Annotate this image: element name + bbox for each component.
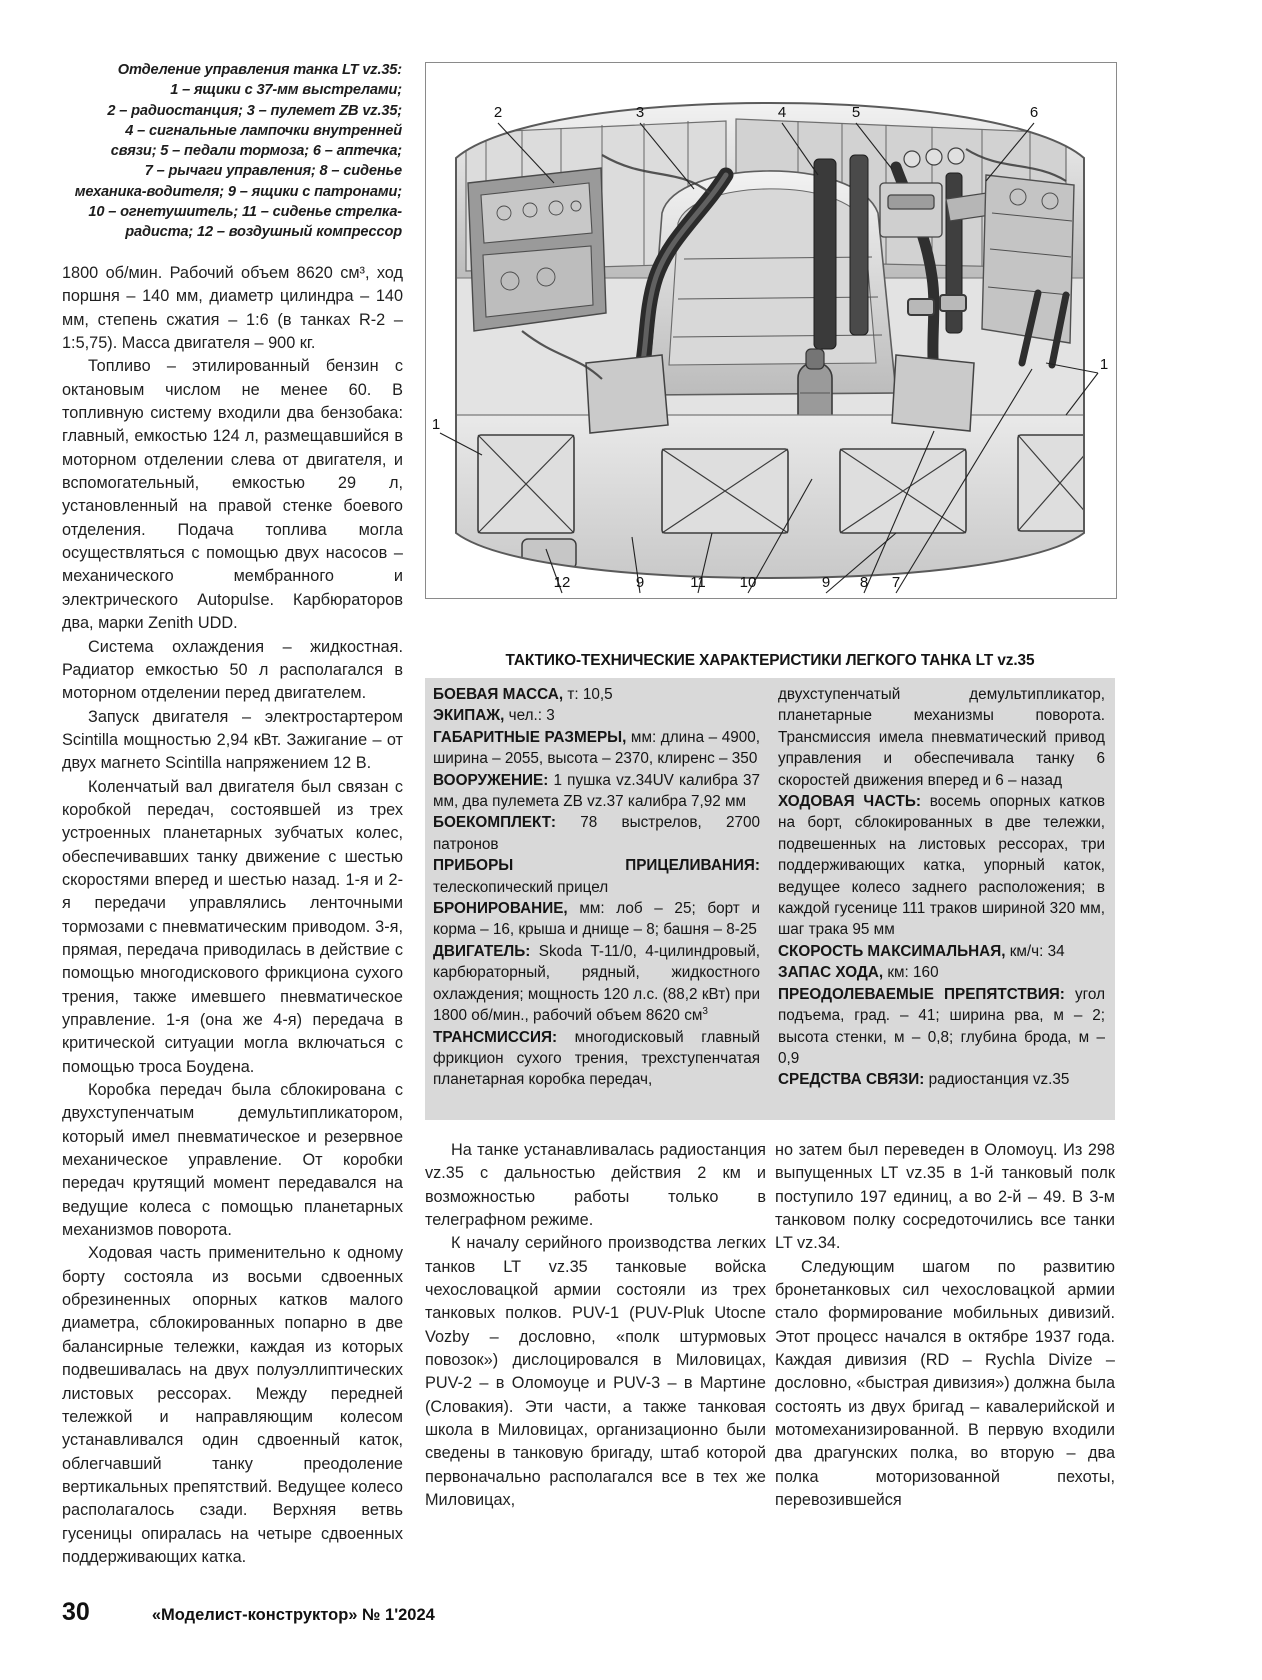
- journal-title: «Моделист-конструктор» № 1'2024: [151, 1606, 435, 1624]
- svg-text:1: 1: [1099, 356, 1109, 373]
- spec-entry: [778, 984, 1105, 1070]
- spec-label: БРОНИРОВАНИЕ,: [433, 900, 568, 918]
- spec-entry: [778, 791, 1105, 941]
- spec-value: чел.: 3: [504, 707, 555, 725]
- spec-entry: [778, 1069, 1105, 1090]
- spec-value: двухступенчатый демультипликатор, планетарные механизмы поворота. Трансмиссия имела пневматический привод управления и обеспечивала танку 6 скоростей движения вперед и 6 – назад: [778, 686, 1105, 789]
- svg-text:7: 7: [891, 574, 901, 591]
- spec-label: ДВИГАТЕЛЬ:: [433, 942, 531, 960]
- spec-label: ПРЕОДОЛЕВАЕМЫЕ ПРЕПЯТСТВИЯ:: [778, 985, 1065, 1003]
- figure-caption-line: 4 – сигнальные лампочки внутренней: [125, 122, 402, 139]
- spec-value: угол подъема, град. – 41; ширина рва, м – 2; высота стенки, м – 0,8; глубина брода, м – 0,9: [778, 985, 1105, 1067]
- svg-text:9: 9: [821, 574, 831, 591]
- svg-text:2: 2: [493, 104, 503, 121]
- spec-entry: [433, 1027, 760, 1091]
- svg-text:6: 6: [1029, 104, 1039, 121]
- spec-value: многодисковый главный фрикцион сухого трения, трехступенчатая планетарная коробка передач,: [433, 1028, 760, 1089]
- figure-caption-line: 10 – огнетушитель; 11 – сиденье стрелка-: [88, 204, 402, 221]
- page-footer: [62, 1598, 1115, 1627]
- figure-caption-line: 2 – радиостанция; 3 – пулемет ZB vz.35;: [107, 102, 402, 119]
- spec-entry: [433, 770, 760, 813]
- tank-interior-figure: [425, 62, 1117, 599]
- body-paragraph: Ходовая часть применительно к одному борту состояла из восьми сдвоенных обрезиненных опорных катков малого диаметра, сблокированных попарно в две балансирные тележки, каждая из которых подвешивалась на двух полуэллиптических листовых рессорах. Между передней тележкой и направляющим колесом устанавливался один сдвоенный каток, облегчавший танку преодоление вертикальных препятствий. Ведущее колесо располагалось сзади. Верхняя ветвь гусеницы опиралась на четыре сдвоенных поддерживающих катка.: [62, 1244, 403, 1566]
- spec-value: т: 10,5: [563, 686, 613, 703]
- spec-value: телескопический прицел: [433, 878, 609, 896]
- spec-label: БОЕКОМПЛЕКТ:: [433, 814, 556, 832]
- body-paragraph: К началу серийного производства легких танков LT vz.35 танковые войска чехословацкой армии состояли из трех танковых полков. PUV-1 (PUV-Pluk Utocne Vozby – дословно, «полк штурмовых повозок») дислоцировался в Миловицах, PUV-2 – в Оломоуце и PUV-3 – в Мартине (Словакия). Эти части, а также танковая школа в Миловицах, организационно были сведены в танковую бригаду, штаб которой первоначально располагался все в тех же Миловицах,: [425, 1234, 766, 1510]
- spec-label: ЭКИПАЖ,: [433, 707, 505, 725]
- spec-label: ХОДОВАЯ ЧАСТЬ:: [778, 793, 921, 811]
- specs-table: [425, 678, 1115, 1120]
- spec-value: 78 выстрелов, 2700 патронов: [433, 814, 760, 853]
- body-paragraph: Коробка передач была сблокирована с двухступенчатым демультипликатором, который имел пневматическое и резервное механическое управление. От коробки передач крутящий момент передавался на ведущие колеса с помощью планетарных механизмов поворота.: [62, 1081, 403, 1240]
- spec-entry: [778, 962, 1105, 983]
- body-paragraph: но затем был переведен в Оломоуц. Из 298 выпущенных LT vz.35 в 1-й танковый полк поступило 197 единиц, а во 2-й – 49. В 3-м танковом полку сосредоточились все танки LT vz.34.: [775, 1141, 1115, 1253]
- tank-interior-linedrawing: [426, 63, 1114, 596]
- spec-entry: [433, 898, 760, 941]
- spec-entry: [433, 705, 760, 726]
- specs-column-right: [778, 684, 1105, 1115]
- svg-text:3: 3: [635, 104, 645, 121]
- figure-caption-line: связи; 5 – педали тормоза; 6 – аптечка;: [110, 143, 402, 160]
- spec-label: ТРАНСМИССИЯ:: [433, 1028, 558, 1046]
- spec-value: км/ч: 34: [1005, 942, 1065, 960]
- spec-label: СКОРОСТЬ МАКСИМАЛЬНАЯ,: [778, 942, 1006, 960]
- svg-text:9: 9: [635, 574, 645, 591]
- specs-heading: ТАКТИКО-ТЕХНИЧЕСКИЕ ХАРАКТЕРИСТИКИ ЛЕГКОГО ТАНКА LT vz.35: [505, 652, 1035, 669]
- spec-entry: [433, 941, 760, 1027]
- body-column-middle: [425, 1139, 766, 1513]
- bottom-text-area: [62, 1139, 1115, 1569]
- spec-value: км: 160: [883, 964, 939, 982]
- spec-entry: [433, 684, 760, 705]
- figure-caption-line: механика-водителя; 9 – ящики с патронами;: [74, 183, 402, 200]
- spec-label: СРЕДСТВА СВЯЗИ:: [778, 1071, 925, 1089]
- spec-value: радиостанция vz.35: [924, 1071, 1070, 1089]
- body-paragraph: На танке устанавливалась радиостанция vz.35 с дальностью действия 2 км и возможностью работы только в телеграфном режиме.: [425, 1141, 766, 1230]
- body-paragraph: Коленчатый вал двигателя был связан с коробкой передач, состоявшей из трех устроенных планетарных зубчатых колес, обеспечивавших танку движение с шестью скоростями вперед и шестью назад. 1-я и 2-я передачи управлялись ленточными тормозами с пневматическим приводом. 3-я, прямая, передача приводилась в действие с помощью многодискового фрикциона сухого трения, также имевшего пневматическое управление. 1-я (она же 4-я) передача в критической ситуации могла включаться с помощью троса Боудена.: [62, 777, 403, 1076]
- spec-label: ЗАПАС ХОДА,: [778, 964, 884, 982]
- figure-caption-line: 7 – рычаги управления; 8 – сиденье: [144, 163, 402, 180]
- spec-label: ПРИБОРЫ ПРИЦЕЛИВАНИЯ:: [433, 857, 760, 875]
- page-number: 30: [62, 1598, 90, 1626]
- spec-label: БОЕВАЯ МАССА,: [433, 686, 564, 703]
- figure-caption: [62, 60, 402, 243]
- spec-entry: [433, 855, 760, 898]
- spec-value: мм: лоб – 25; борт и корма – 16, крыша и днище – 8; башня – 8-25: [433, 900, 760, 939]
- body-paragraph: Система охлаждения – жидкостная. Радиатор емкостью 50 л располагался в моторном отделении перед двигателем.: [62, 637, 403, 703]
- spec-entry: [433, 812, 760, 855]
- spec-label: ГАБАРИТНЫЕ РАЗМЕРЫ,: [433, 728, 627, 746]
- spec-value: мм: длина – 4900, ширина – 2055, высота – 2370, клиренс – 350: [433, 728, 760, 768]
- spec-value: Skoda T-11/0, 4-цилиндровый, карбюраторный, рядный, жидкостного охлаждения; мощность 120 л.с. (88,2 кВт) при 1800 об/мин., рабочий объем 8620 $см^3$: [433, 942, 760, 1025]
- body-paragraph: 1800 об/мин. Рабочий объем 8620 см³, ход поршня – 140 мм, диаметр цилиндра – 140 мм, степень сжатия – 1:6 (в танках R-2 – 1:5,75). Масса двигателя – 900 кг.: [62, 264, 403, 353]
- body-paragraph: Топливо – этилированный бензин с октановым числом не менее 60. В топливную систему входили два бензобака: главный, емкостью 124 л, размещавшийся в моторном отделении слева от двигателя, и вспомогательный, емкостью 29 л, установленный на правой стенке боевого отделения. Подача топлива могла осуществляться с помощью двух насосов – механического мембранного и электрического Autopulse. Карбюраторов два, марки Zenith UDD.: [62, 357, 403, 633]
- specs-column-left: [433, 684, 760, 1115]
- body-column-right: [775, 1139, 1115, 1513]
- spec-value: восемь опорных катков на борт, сблокированных в две тележки, подвешенных на листовых рессорах, три поддерживающих катка, упорный каток, ведущее колесо заднего расположения; в каждой гусенице 111 траков шириной 320 мм, шаг трака 95 мм: [778, 793, 1105, 939]
- svg-text:5: 5: [851, 104, 861, 121]
- figure-caption-line: радиста; 12 – воздушный компрессор: [125, 224, 402, 241]
- figure-caption-line: 1 – ящики с 37-мм выстрелами;: [170, 82, 402, 99]
- spec-value: 1 пушка vz.34UV калибра 37 мм, два пулемета ZB vz.37 калибра 7,92 мм: [433, 771, 760, 811]
- svg-text:10: 10: [739, 574, 757, 591]
- svg-text:11: 11: [690, 574, 706, 591]
- svg-text:4: 4: [777, 104, 787, 121]
- spec-entry: [778, 684, 1105, 791]
- spec-label: ВООРУЖЕНИЕ:: [433, 771, 549, 789]
- spec-entry: [433, 727, 760, 770]
- figure-caption-line: Отделение управления танка LT vz.35:: [117, 62, 402, 78]
- svg-text:1: 1: [431, 416, 441, 433]
- spec-entry: [778, 941, 1105, 962]
- svg-text:12: 12: [553, 574, 571, 591]
- svg-text:8: 8: [859, 574, 869, 591]
- body-paragraph: Запуск двигателя – электростартером Scintilla мощностью 2,94 кВт. Зажигание – от двух магнето Scintilla напряжением 12 В.: [62, 707, 403, 773]
- body-paragraph: Следующим шагом по развитию бронетанковых сил чехословацкой армии стало формирование мобильных дивизий. Этот процесс начался в октябре 1937 года. Каждая дивизия (RD – Rychla Divize – дословно, «быстрая дивизия») должна была состоять из двух бригад – кавалерийской и мотомеханизированной. В первую входили два драгунских полка, во вторую – два полка моторизованной пехоты, перевозившейся: [775, 1257, 1115, 1510]
